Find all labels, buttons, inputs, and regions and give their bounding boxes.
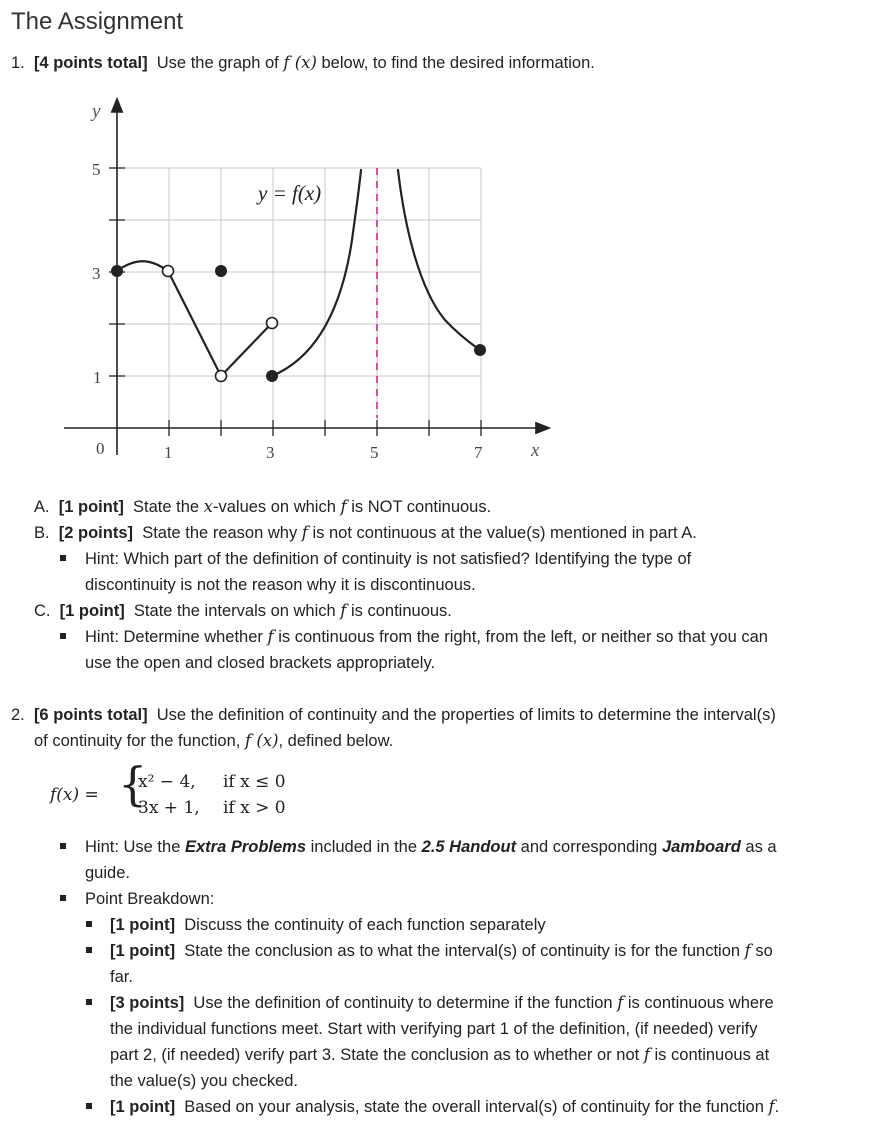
closed-point-3-1: [266, 370, 278, 382]
q1-prompt: [11, 50, 595, 76]
item-points: [1 point]: [110, 916, 176, 934]
x-tick-label: 7: [474, 443, 483, 462]
bullet: [86, 947, 92, 953]
q1-text: Use the graph of: [156, 54, 279, 72]
math-var: f: [744, 941, 751, 960]
item-text: is continuous at: [654, 1046, 770, 1064]
breakdown-item-3: [110, 990, 774, 1016]
item-text: Discuss the continuity of each function separately: [184, 916, 546, 934]
y-tick-label: 3: [92, 264, 101, 283]
math-var: f: [768, 1097, 775, 1116]
breakdown-item-4: [110, 1094, 779, 1120]
math-var: x: [203, 497, 213, 516]
q1-points: [4 points total]: [33, 54, 148, 72]
math-var: f: [340, 497, 347, 516]
hint-text: Hint: Use the: [85, 838, 181, 856]
part-points: [2 points]: [58, 524, 134, 542]
q2-hint: [85, 834, 777, 860]
q1-part-a: [34, 494, 491, 520]
item-text: so: [755, 942, 773, 960]
item-text: .: [774, 1098, 780, 1116]
q2-prompt: [11, 702, 776, 728]
breakdown-item-1: [110, 912, 546, 938]
part-points: [1 point]: [59, 602, 125, 620]
bullet: [60, 633, 66, 639]
hint-emphasis: 2.5 Handout: [421, 838, 517, 856]
breakdown-item-2-cont: far.: [110, 968, 133, 986]
bullet: [60, 843, 66, 849]
math-var: f: [617, 993, 624, 1012]
y-tick-label: 5: [92, 160, 101, 179]
bullet: [86, 1103, 92, 1109]
part-letter: C.: [34, 602, 51, 620]
math-var: f: [643, 1045, 650, 1064]
closed-point-0-3: [111, 265, 123, 277]
q1-c-hint-cont: use the open and closed brackets appropriately.: [85, 654, 436, 672]
hint-emphasis: Extra Problems: [184, 838, 307, 856]
item-text: Based on your analysis, state the overall interval(s) of continuity for the function: [184, 1098, 764, 1116]
piecewise-case2-cond: if x > 0: [223, 798, 286, 818]
piecewise-case1-expr: x² − 4,: [138, 772, 196, 792]
curve-piece-2: [221, 323, 272, 376]
item-points: [1 point]: [110, 942, 176, 960]
x-axis-label: x: [531, 440, 540, 461]
piecewise-case1-cond: if x ≤ 0: [223, 772, 286, 792]
part-letter: B.: [34, 524, 50, 542]
q1-part-b: [34, 520, 697, 546]
q2-points: [6 points total]: [33, 706, 148, 724]
math-var: f: [267, 627, 274, 646]
breakdown-item-3-cont: [110, 1042, 769, 1068]
point-breakdown-label: Point Breakdown:: [85, 890, 215, 908]
piecewise-brace: {: [118, 757, 148, 811]
x-tick-label: 1: [164, 443, 173, 462]
item-points: [3 points]: [110, 994, 185, 1012]
math-var: f: [301, 523, 308, 542]
bullet: [60, 895, 66, 901]
axis-ticks: [109, 168, 481, 436]
q1-b-hint: Hint: Which part of the definition of continuity is not satisfied? Identifying the type of: [85, 550, 692, 568]
x-tick-label: 5: [370, 443, 379, 462]
graph-grid: [117, 168, 481, 428]
part-text: State the intervals on which: [133, 602, 336, 620]
part-text: State the: [133, 498, 200, 516]
page-title: The Assignment: [11, 8, 184, 35]
piecewise-lhs: f(x) =: [50, 785, 99, 805]
curve-label: y = f(x): [258, 181, 322, 205]
breakdown-item-3-cont: the value(s) you checked.: [110, 1072, 299, 1090]
item-text: Use the definition of continuity to determine if the function: [193, 994, 613, 1012]
breakdown-item-3-cont: the individual functions meet. Start with verifying part 1 of the definition, (if needed) verify: [110, 1020, 758, 1038]
q1-text-after: below, to find the desired information.: [321, 54, 595, 72]
part-text: State the reason why: [142, 524, 298, 542]
hint-text: as a: [745, 838, 777, 856]
closed-point-7-1.5: [474, 344, 486, 356]
hint-emphasis: Jamboard: [661, 838, 741, 856]
open-point-2-1: [216, 371, 227, 382]
q1-c-hint: [85, 624, 768, 650]
item-text: is continuous where: [627, 994, 774, 1012]
q2-hint-cont: guide.: [85, 864, 130, 882]
q2-number: 2.: [11, 706, 25, 724]
x-tick-label: 0: [96, 439, 105, 458]
q1-number: 1.: [11, 54, 25, 72]
breakdown-item-2: [110, 938, 773, 964]
function-graph: [50, 92, 570, 472]
q1-part-c: [34, 598, 452, 624]
curve-piece-4: [398, 170, 480, 350]
item-text: part 2, (if needed) verify part 3. State the conclusion as to whether or not: [110, 1046, 640, 1064]
open-point-1-3: [163, 266, 174, 277]
q1-fx: f (x): [283, 53, 317, 72]
bullet: [60, 555, 66, 561]
open-point-3-2: [267, 318, 278, 329]
q2-prompt-cont: [34, 728, 393, 754]
hint-text: and corresponding: [520, 838, 658, 856]
bullet: [86, 999, 92, 1005]
piecewise-case2-expr: 3x + 1,: [138, 798, 200, 818]
item-points: [1 point]: [110, 1098, 176, 1116]
x-tick-label: 3: [266, 443, 275, 462]
hint-text: is continuous from the right, from the left, or neither so that you can: [278, 628, 768, 646]
math-var: f: [340, 601, 347, 620]
hint-text: Hint: Determine whether: [85, 628, 263, 646]
part-text: is continuous.: [351, 602, 452, 620]
part-text: is not continuous at the value(s) mentioned in part A.: [312, 524, 697, 542]
part-points: [1 point]: [58, 498, 124, 516]
q2-text: of continuity for the function,: [34, 732, 241, 750]
q2-text: , defined below.: [278, 732, 394, 750]
part-letter: A.: [34, 498, 50, 516]
item-text: State the conclusion as to what the interval(s) of continuity is for the function: [184, 942, 741, 960]
q2-fx: f (x): [244, 731, 279, 750]
closed-point-2-3: [215, 265, 227, 277]
part-text: -values on which: [212, 498, 336, 516]
q2-text: Use the definition of continuity and the properties of limits to determine the interval(s): [156, 706, 776, 724]
y-tick-label: 1: [93, 368, 102, 387]
part-text: is NOT continuous.: [351, 498, 492, 516]
y-axis-label: y: [92, 101, 101, 122]
hint-text: included in the: [310, 838, 418, 856]
bullet: [86, 921, 92, 927]
q1-b-hint-cont: discontinuity is not the reason why it is discontinuous.: [85, 576, 476, 594]
